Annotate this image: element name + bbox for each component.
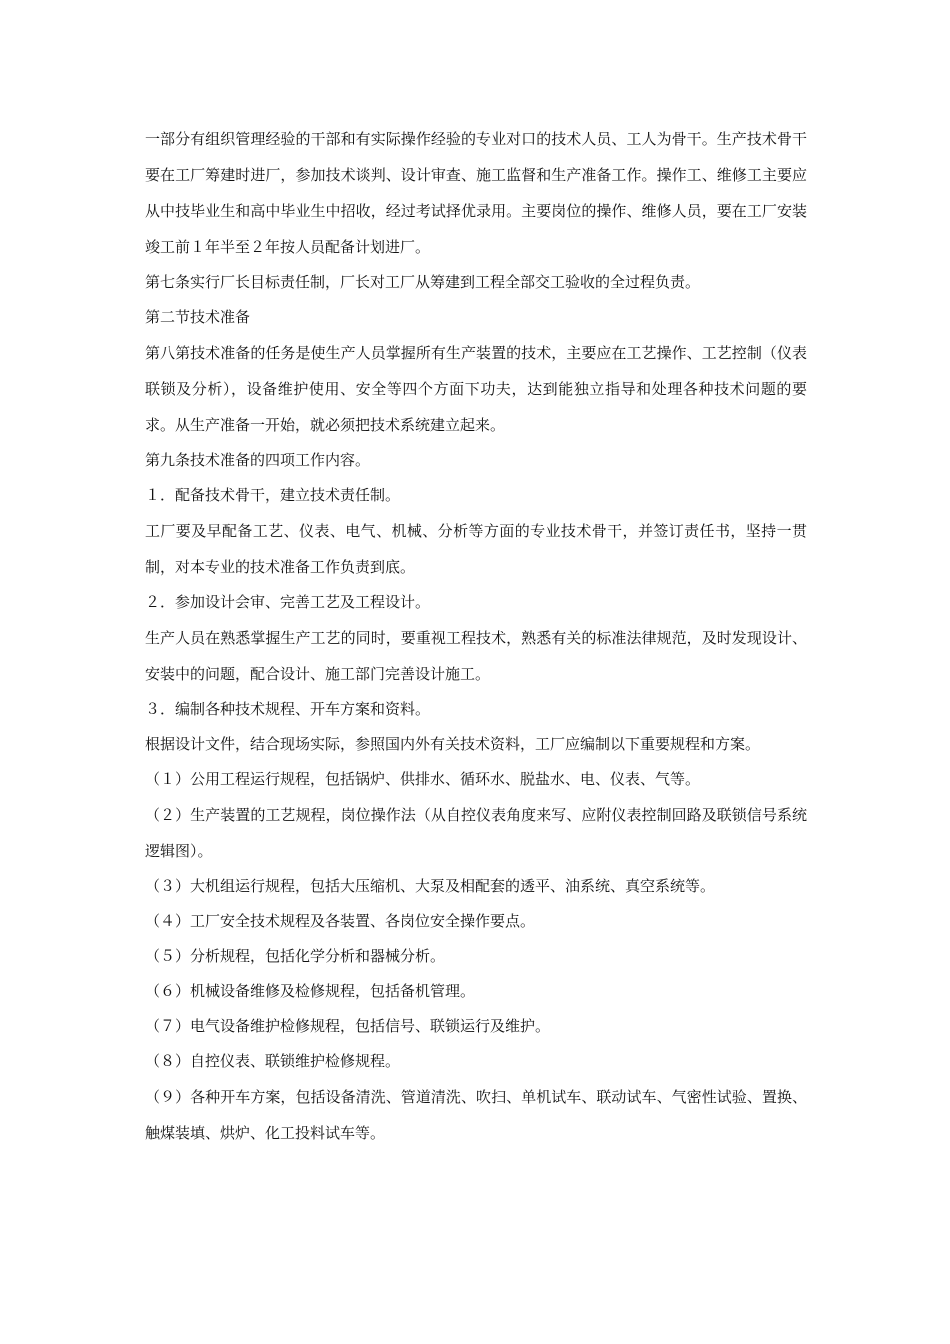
sub-item-2: （２）生产装置的工艺规程，岗位操作法（从自控仪表角度来写、应附仪表控制回路及联锁信号系统逻辑图）。 <box>145 806 807 860</box>
section-heading-technical-preparation: 第二节技术准备 <box>145 308 251 326</box>
sub-item-6: （６）机械设备维修及检修规程，包括备机管理。 <box>145 982 476 1000</box>
sub-item-8: （８）自控仪表、联锁维护检修规程。 <box>145 1052 401 1070</box>
sub-item-3: （３）大机组运行规程，包括大压缩机、大泵及相配套的透平、油系统、真空系统等。 <box>145 877 716 895</box>
list-item-2-heading: ２．参加设计会审、完善工艺及工程设计。 <box>145 593 431 611</box>
sub-item-1: （１）公用工程运行规程，包括锅炉、供排水、循环水、脱盐水、电、仪表、气等。 <box>145 770 701 788</box>
sub-item-7: （７）电气设备维护检修规程，包括信号、联锁运行及维护。 <box>145 1017 551 1035</box>
sub-item-4: （４）工厂安全技术规程及各装置、各岗位安全操作要点。 <box>145 912 536 930</box>
list-item-3-heading: ３．编制各种技术规程、开车方案和资料。 <box>145 700 431 718</box>
sub-item-5: （５）分析规程，包括化学分析和器械分析。 <box>145 947 446 965</box>
paragraph-item-1-detail: 工厂要及早配备工艺、仪表、电气、机械、分析等方面的专业技术骨干，并签订责任书，坚持一贯制，对本专业的技术准备工作负责到底。 <box>145 522 807 576</box>
list-item-1-heading: １．配备技术骨干，建立技术责任制。 <box>145 486 401 504</box>
document-body <box>145 121 807 1151</box>
paragraph-article-7: 第七条实行厂长目标责任制，厂长对工厂从筹建到工程全部交工验收的全过程负责。 <box>145 273 701 291</box>
paragraph-item-3-detail: 根据设计文件，结合现场实际，参照国内外有关技术资料，工厂应编制以下重要规程和方案。 <box>145 735 761 753</box>
paragraph-staffing: 一部分有组织管理经验的干部和有实际操作经验的专业对口的技术人员、工人为骨干。生产技术骨干要在工厂筹建时进厂，参加技术谈判、设计审查、施工监督和生产准备工作。操作工、维修工主要应从中技毕业生和高中毕业生中招收，经过考试择优录用。主要岗位的操作、维修人员，要在工厂安装竣工前１年半至２年按人员配备计划进厂。 <box>145 130 807 256</box>
paragraph-article-8: 第八第技术准备的任务是使生产人员掌握所有生产装置的技术，主要应在工艺操作、工艺控制（仪表联锁及分析），设备维护使用、安全等四个方面下功夫，达到能独立指导和处理各种技术问题的要求。从生产准备一开始，就必须把技术系统建立起来。 <box>145 344 807 434</box>
paragraph-item-2-detail: 生产人员在熟悉掌握生产工艺的同时，要重视工程技术，熟悉有关的标准法律规范，及时发现设计、安装中的问题，配合设计、施工部门完善设计施工。 <box>145 629 807 683</box>
paragraph-article-9: 第九条技术准备的四项工作内容。 <box>145 451 371 469</box>
sub-item-9: （９）各种开车方案，包括设备清洗、管道清洗、吹扫、单机试车、联动试车、气密性试验、置换、触煤装填、烘炉、化工投料试车等。 <box>145 1088 807 1142</box>
